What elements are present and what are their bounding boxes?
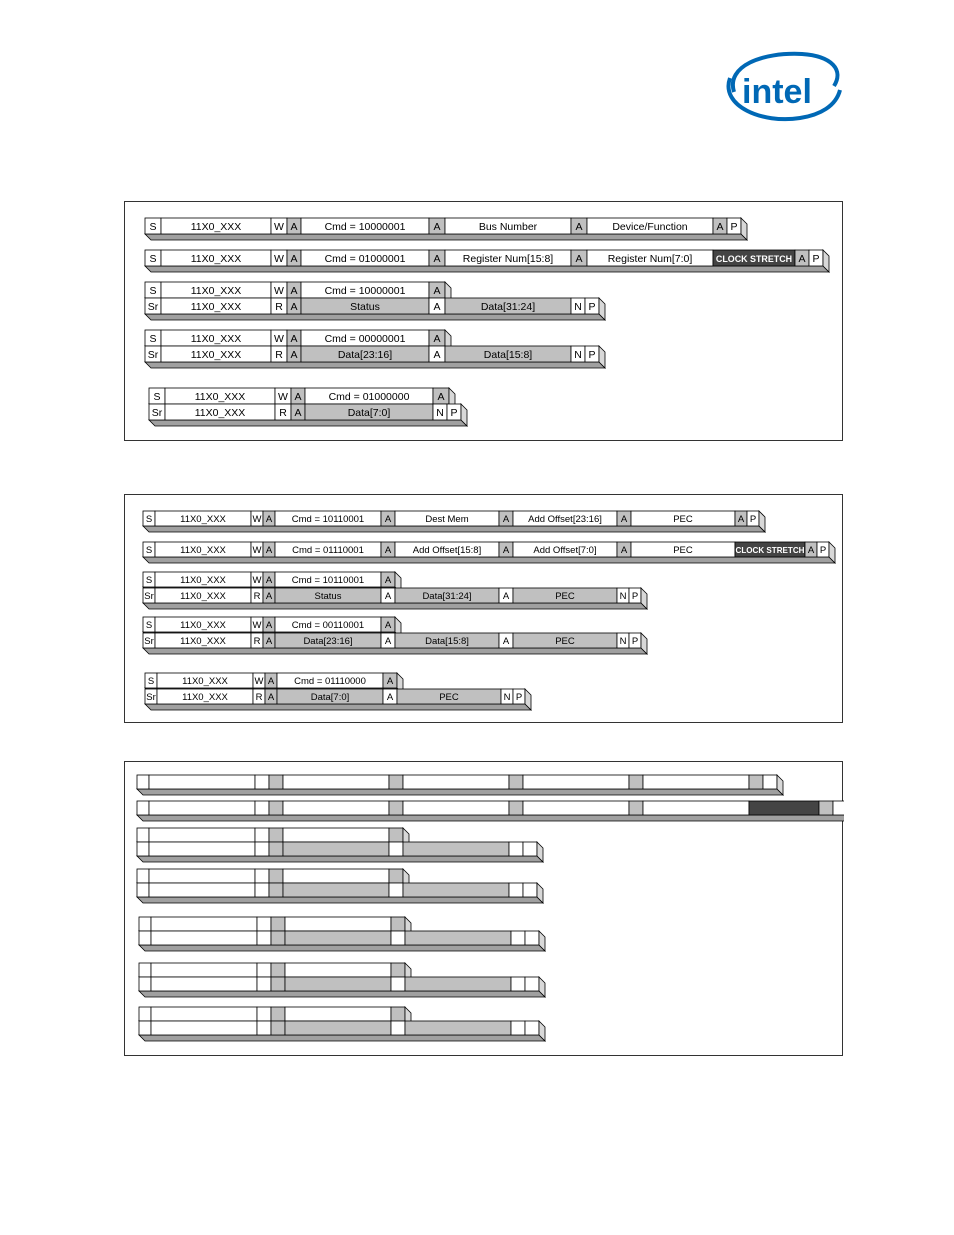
packet-field-label: Data[15:8] [483, 348, 533, 361]
packet-field-label: PEC [555, 635, 575, 647]
packet-field-label: S [149, 332, 157, 345]
packet-field [285, 917, 391, 931]
packet-field [511, 1021, 525, 1035]
packet-field-label: A [265, 619, 273, 631]
packet-field [149, 883, 255, 897]
packet-field-label: PEC [439, 691, 459, 703]
packet-row [139, 931, 545, 951]
packet-field-label: Sr [144, 590, 154, 602]
packet-field [523, 883, 537, 897]
packet-field [285, 963, 391, 977]
packet-field-label: 11X0_XXX [182, 691, 228, 703]
packet-field-label: A [433, 252, 441, 265]
packet-field [509, 801, 523, 815]
packet-row [145, 298, 605, 320]
packet-field [149, 828, 255, 842]
packet-field-label: 11X0_XXX [190, 252, 242, 265]
packet-field-label: Cmd = 01110000 [294, 675, 366, 687]
packet-field-label: W [254, 675, 264, 687]
packet-field [523, 842, 537, 856]
packet-field [151, 917, 257, 931]
packet-field-label: 11X0_XXX [194, 390, 246, 403]
packet-row [145, 218, 747, 240]
packet-row [143, 542, 835, 563]
packet-field-label: 11X0_XXX [182, 675, 228, 687]
packet-field-label: Data[23:16] [303, 635, 353, 647]
packet-field-label: A [290, 220, 298, 233]
row-3d-base [143, 526, 765, 532]
packet-field [391, 1007, 405, 1021]
packet-field-label: Cmd = 10000001 [324, 220, 406, 233]
packet-field [149, 842, 255, 856]
packet-field-label: Data[23:16] [337, 348, 393, 361]
packet-field-label: Data[7:0] [347, 406, 391, 419]
row-3d-base [145, 266, 829, 272]
packet-field-label: N [503, 691, 511, 703]
packet-field [389, 842, 403, 856]
packet-field-label: N [619, 590, 627, 602]
packet-field [391, 1021, 405, 1035]
packet-field-label: Cmd = 01000001 [324, 252, 406, 265]
packet-field [139, 963, 151, 977]
packet-field-label: P [588, 348, 596, 361]
packet-field-label: S [147, 675, 155, 687]
packet-field [749, 775, 763, 789]
packet-field-label: A [433, 348, 441, 361]
packet-field-label: W [252, 544, 262, 556]
diagram-config-read-no-pec [125, 202, 844, 442]
packet-row [145, 689, 531, 710]
packet-field-label: P [749, 513, 757, 525]
packet-field [271, 917, 285, 931]
packet-field-label: R [275, 348, 283, 361]
panel-memory-read-pec [124, 494, 843, 723]
packet-field-label: W [274, 252, 284, 265]
row-3d-base [145, 234, 747, 240]
packet-field [137, 828, 149, 842]
packet-field-label: CLOCK STRETCH [715, 253, 793, 264]
packet-field [137, 869, 149, 883]
packet-field-label: A [437, 390, 445, 403]
packet-field [257, 977, 271, 991]
packet-field-label: Sr [151, 406, 163, 419]
packet-row [137, 842, 543, 862]
panel-config-read-no-pec [124, 201, 843, 441]
packet-field-label: W [274, 332, 284, 345]
packet-field-label: Bus Number [478, 220, 538, 233]
packet-field [525, 977, 539, 991]
packet-field-label: A [267, 691, 275, 703]
packet-field-label: A [290, 252, 298, 265]
packet-field [269, 828, 283, 842]
packet-row [145, 346, 605, 368]
packet-row [143, 511, 765, 532]
packet-field [523, 775, 629, 789]
packet-field [151, 931, 257, 945]
packet-field-label: A [294, 390, 302, 403]
packet-field-label: A [290, 284, 298, 297]
packet-field [389, 883, 403, 897]
packet-field-label: 11X0_XXX [190, 348, 242, 361]
packet-field-label: Data[31:24] [422, 590, 472, 602]
packet-field-label: Status [314, 590, 342, 602]
packet-field [285, 1021, 391, 1035]
packet-field-label: 11X0_XXX [180, 574, 226, 586]
packet-field-label: Cmd = 10110001 [291, 513, 365, 525]
packet-field-label: A [384, 590, 392, 602]
packet-field-label: Register Num[7:0] [607, 252, 693, 265]
packet-field-label: N [574, 300, 582, 313]
packet-field-label: Add Offset[15:8] [412, 544, 482, 556]
packet-field [139, 977, 151, 991]
packet-field-label: 11X0_XXX [180, 513, 226, 525]
packet-field [271, 963, 285, 977]
packet-field-label: A [294, 406, 302, 419]
packet-field-label: P [631, 635, 639, 647]
packet-field [819, 801, 833, 815]
packet-field-label: A [575, 220, 583, 233]
packet-field [389, 775, 403, 789]
panel-template-blank [124, 761, 843, 1056]
packet-field-label: A [502, 513, 510, 525]
packet-field [137, 801, 149, 815]
packet-field-label: A [620, 544, 628, 556]
intel-logo-text: intel [742, 73, 812, 111]
packet-field-label: P [515, 691, 523, 703]
packet-field-label: Data[31:24] [480, 300, 536, 313]
packet-field [391, 963, 405, 977]
packet-field [257, 931, 271, 945]
packet-row [145, 250, 829, 272]
row-3d-base [143, 557, 835, 563]
packet-field [403, 801, 509, 815]
packet-field-label: Status [350, 300, 380, 313]
packet-field [137, 883, 149, 897]
packet-field-label: 11X0_XXX [180, 635, 226, 647]
packet-field-label: A [737, 513, 745, 525]
packet-field-label: R [253, 635, 261, 647]
packet-field [269, 883, 283, 897]
packet-field [255, 883, 269, 897]
packet-field-label: 11X0_XXX [180, 590, 226, 602]
diagram-memory-read-pec [125, 495, 844, 724]
packet-field [149, 775, 255, 789]
packet-row [143, 633, 647, 654]
packet-field-label: A [502, 590, 510, 602]
packet-field-label: N [619, 635, 627, 647]
packet-field [391, 917, 405, 931]
packet-field-label: N [574, 348, 582, 361]
packet-field [269, 775, 283, 789]
packet-field [283, 883, 389, 897]
packet-field [509, 775, 523, 789]
packet-field [255, 775, 269, 789]
packet-field-label: Cmd = 10000001 [324, 284, 406, 297]
packet-field [763, 775, 777, 789]
packet-field [137, 842, 149, 856]
packet-field-label: R [275, 300, 283, 313]
packet-field [523, 801, 629, 815]
packet-field-label: W [278, 390, 288, 403]
packet-row [137, 801, 844, 821]
packet-field-label: A [265, 635, 273, 647]
packet-field-label: A [384, 513, 392, 525]
packet-row [139, 977, 545, 997]
packet-field [509, 883, 523, 897]
packet-field [151, 1021, 257, 1035]
packet-field [283, 775, 389, 789]
packet-field-label: S [149, 252, 157, 265]
packet-field [271, 1007, 285, 1021]
packet-field-label: Add Offset[7:0] [533, 544, 597, 556]
packet-field-label: 11X0_XXX [180, 619, 226, 631]
packet-field [271, 931, 285, 945]
packet-field-label: S [153, 390, 161, 403]
packet-field [285, 931, 391, 945]
packet-field [629, 775, 643, 789]
packet-field [391, 977, 405, 991]
packet-field-label: 11X0_XXX [194, 406, 246, 419]
packet-field [389, 869, 403, 883]
packet-field [283, 828, 389, 842]
packet-field-label: A [433, 300, 441, 313]
packet-field [137, 775, 149, 789]
packet-row [137, 775, 783, 795]
packet-field-label: A [575, 252, 583, 265]
row-3d-base [145, 362, 605, 368]
row-3d-base [139, 991, 545, 997]
packet-field [269, 869, 283, 883]
packet-field [389, 801, 403, 815]
packet-field [271, 1021, 285, 1035]
packet-field-label: A [290, 348, 298, 361]
row-3d-base [139, 945, 545, 951]
packet-field [269, 801, 283, 815]
packet-field-label: 11X0_XXX [190, 220, 242, 233]
row-3d-base [145, 704, 531, 710]
packet-field-label: A [265, 574, 273, 586]
packet-field-label: Sr [147, 348, 159, 361]
packet-field-label: A [384, 619, 392, 631]
packet-field-label: A [433, 220, 441, 233]
packet-field-label: P [730, 220, 738, 233]
row-3d-base [143, 648, 647, 654]
packet-field-label: Sr [146, 691, 156, 703]
packet-field-label: A [384, 574, 392, 586]
packet-field [285, 977, 391, 991]
packet-field [403, 775, 509, 789]
packet-row [149, 404, 467, 426]
row-3d-base [137, 789, 783, 795]
packet-field-label: Device/Function [612, 220, 688, 233]
row-3d-base [149, 420, 467, 426]
packet-field [749, 801, 819, 815]
packet-field [643, 801, 749, 815]
packet-field-label: P [819, 544, 827, 556]
packet-field [255, 842, 269, 856]
packet-field [149, 801, 255, 815]
packet-field-label: S [145, 574, 153, 586]
packet-field-label: R [279, 406, 287, 419]
packet-field [389, 828, 403, 842]
packet-field [403, 883, 509, 897]
packet-field-label: S [149, 284, 157, 297]
packet-field [139, 1021, 151, 1035]
packet-row [139, 1021, 545, 1041]
packet-field-label: 11X0_XXX [190, 332, 242, 345]
packet-field [139, 1007, 151, 1021]
packet-field-label: Cmd = 10110001 [291, 574, 365, 586]
packet-field [403, 842, 509, 856]
packet-field [139, 917, 151, 931]
packet-field-label: A [798, 252, 806, 265]
packet-field-label: N [436, 406, 444, 419]
row-3d-base [145, 314, 605, 320]
packet-field-label: P [450, 406, 458, 419]
packet-field-label: W [252, 513, 262, 525]
packet-field-label: A [620, 513, 628, 525]
packet-field [139, 931, 151, 945]
packet-field-label: P [631, 590, 639, 602]
packet-field-label: Cmd = 00000001 [324, 332, 406, 345]
packet-field-label: 11X0_XXX [190, 300, 242, 313]
packet-field [257, 1007, 271, 1021]
row-3d-base [137, 856, 543, 862]
packet-field-label: 11X0_XXX [180, 544, 226, 556]
packet-field-label: PEC [555, 590, 575, 602]
packet-field [283, 801, 389, 815]
diagram-template-blank [125, 762, 844, 1057]
packet-field-label: A [267, 675, 275, 687]
packet-field-label: A [386, 675, 394, 687]
packet-field-label: A [290, 332, 298, 345]
packet-field-label: 11X0_XXX [190, 284, 242, 297]
packet-field-label: S [149, 220, 157, 233]
packet-field-label: R [253, 590, 261, 602]
packet-field [149, 869, 255, 883]
packet-field-label: A [384, 544, 392, 556]
packet-field [257, 917, 271, 931]
packet-field [151, 963, 257, 977]
packet-field [271, 977, 285, 991]
packet-field [257, 963, 271, 977]
packet-row [137, 883, 543, 903]
packet-field-label: PEC [673, 513, 693, 525]
packet-field [283, 842, 389, 856]
packet-field-label: P [588, 300, 596, 313]
packet-field-label: Add Offset[23:16] [528, 513, 602, 525]
packet-field-label: S [145, 619, 153, 631]
packet-field-label: S [145, 513, 153, 525]
packet-field [283, 869, 389, 883]
packet-field [525, 931, 539, 945]
packet-field-label: W [252, 619, 262, 631]
row-3d-base [139, 1035, 545, 1041]
packet-field-label: CLOCK STRETCH [735, 545, 805, 555]
packet-field-label: W [252, 574, 262, 586]
packet-field [643, 775, 749, 789]
packet-field-label: A [502, 544, 510, 556]
row-3d-base [137, 897, 543, 903]
packet-field [405, 977, 511, 991]
packet-field-label: Sr [144, 635, 154, 647]
packet-field-label: A [433, 332, 441, 345]
packet-field-label: Register Num[15:8] [462, 252, 554, 265]
packet-field-label: W [274, 284, 284, 297]
packet-field [405, 931, 511, 945]
packet-field-label: A [384, 635, 392, 647]
packet-field [391, 931, 405, 945]
row-3d-base [137, 815, 844, 821]
packet-field-label: A [807, 544, 815, 556]
packet-field-label: Dest Mem [425, 513, 469, 525]
packet-field-label: P [812, 252, 820, 265]
packet-field [269, 842, 283, 856]
packet-row [143, 588, 647, 609]
packet-field-label: R [255, 691, 263, 703]
packet-field-label: A [265, 590, 273, 602]
packet-field [509, 842, 523, 856]
packet-field [405, 1021, 511, 1035]
packet-field [285, 1007, 391, 1021]
packet-field-label: A [386, 691, 394, 703]
packet-field-label: Sr [147, 300, 159, 313]
packet-field [629, 801, 643, 815]
packet-field-label: Data[7:0] [310, 691, 350, 703]
packet-field-label: A [502, 635, 510, 647]
packet-field-label: Cmd = 00110001 [291, 619, 365, 631]
packet-field [255, 869, 269, 883]
packet-field-label: A [265, 544, 273, 556]
intel-logo [722, 48, 844, 128]
packet-field-label: W [274, 220, 284, 233]
packet-field [511, 977, 525, 991]
packet-field-label: S [145, 544, 153, 556]
packet-field-label: A [265, 513, 273, 525]
packet-field [525, 1021, 539, 1035]
packet-field [151, 977, 257, 991]
packet-field-label: PEC [673, 544, 693, 556]
row-3d-base [143, 603, 647, 609]
packet-field-label: A [716, 220, 724, 233]
packet-field-label: Cmd = 01000000 [328, 390, 410, 403]
packet-field [255, 801, 269, 815]
packet-field-label: A [433, 284, 441, 297]
packet-field-label: A [290, 300, 298, 313]
packet-field [511, 931, 525, 945]
packet-field [151, 1007, 257, 1021]
packet-field [255, 828, 269, 842]
packet-field [257, 1021, 271, 1035]
packet-field-label: Data[15:8] [425, 635, 469, 647]
packet-field-label: Cmd = 01110001 [292, 544, 364, 556]
packet-field [833, 801, 844, 815]
